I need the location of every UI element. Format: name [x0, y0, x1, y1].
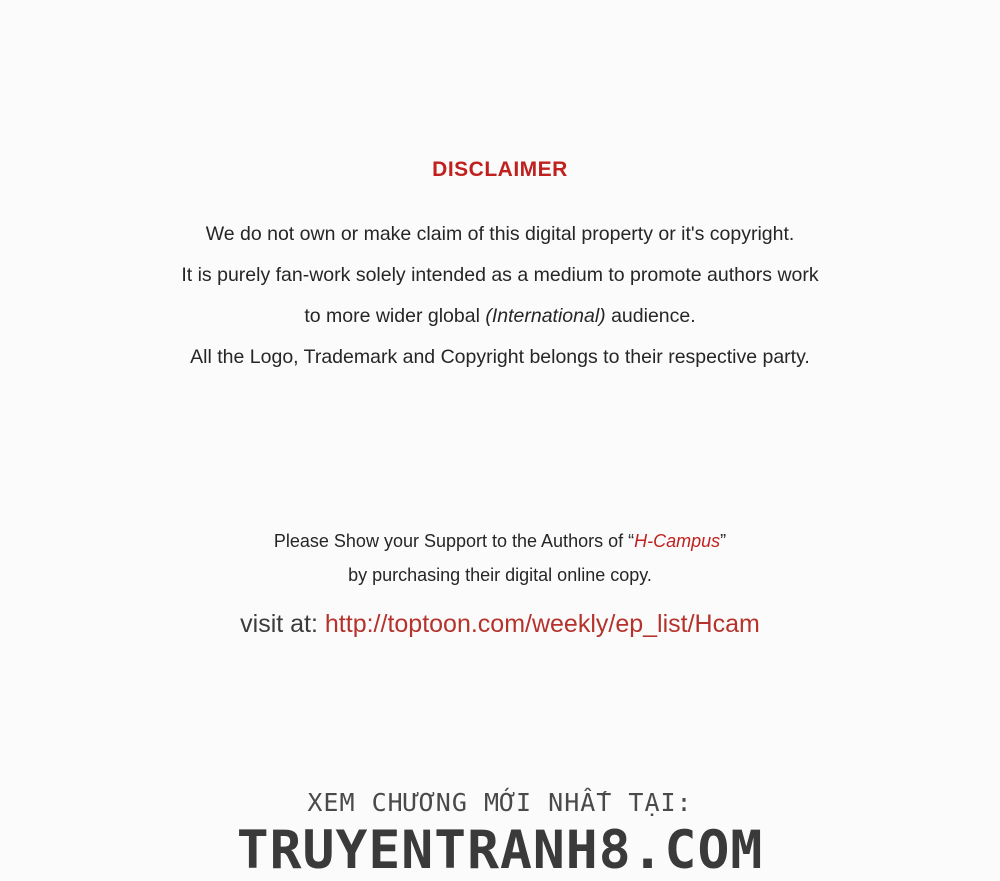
disclaimer-title: DISCLAIMER	[432, 158, 568, 181]
disclaimer-line-2: It is purely fan-work solely intended as a medium to promote authors work	[181, 264, 819, 286]
visit-line	[0, 610, 1000, 639]
disclaimer-body	[0, 214, 1000, 378]
support-line-1-prefix: Please Show your Support to the Authors of “	[273, 531, 635, 551]
watermark-brand: TRUYENTRANH8.COM	[236, 820, 764, 881]
visit-url-link[interactable]: http://toptoon.com/weekly/ep_list/Hcam	[324, 610, 760, 638]
disclaimer-line-3-italic: (International)	[485, 305, 606, 327]
disclaimer-line-3	[0, 296, 1000, 337]
support-title: H-Campus	[634, 531, 721, 551]
disclaimer-line-4: All the Logo, Trademark and Copyright belongs to their respective party.	[190, 346, 810, 368]
disclaimer-line-3-suffix: audience.	[605, 305, 696, 327]
support-block	[0, 524, 1000, 592]
support-line-1	[0, 524, 1000, 558]
support-line-2: by purchasing their digital online copy.	[348, 565, 652, 585]
support-line-1-suffix: ”	[720, 531, 727, 551]
watermark-caption: XEM CHƯƠNG MỚI NHẤT TẠI:	[307, 788, 693, 817]
disclaimer-line-1: We do not own or make claim of this digital property or it's copyright.	[205, 223, 795, 245]
visit-label: visit at:	[240, 610, 325, 638]
disclaimer-line-3-prefix: to more wider global	[304, 305, 486, 327]
site-watermark	[0, 788, 1000, 880]
